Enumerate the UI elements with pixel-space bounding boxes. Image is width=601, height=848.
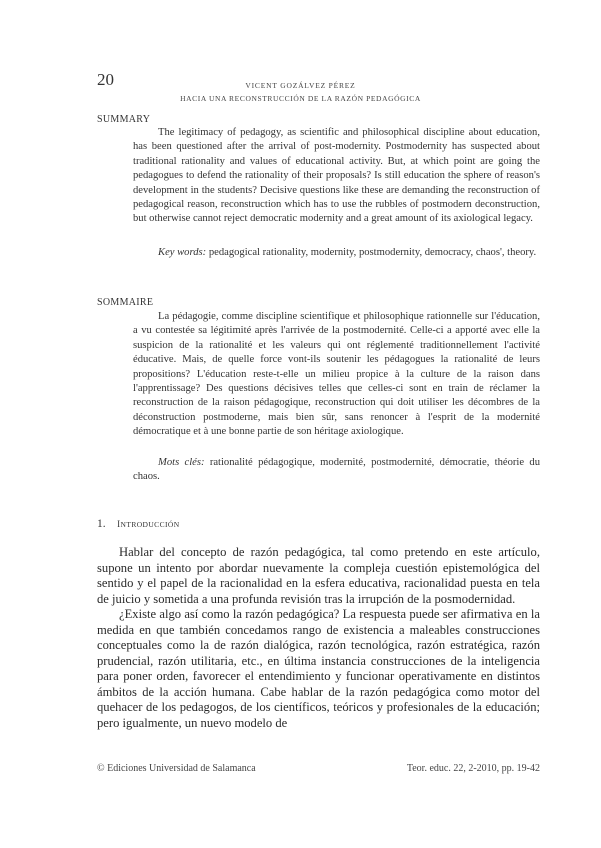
section-title: INTRODUCCIÓN bbox=[117, 519, 180, 529]
sommaire-keywords-text: rationalité pédagogique, modernité, postmodernité, démocratie, théorie du chaos. bbox=[133, 457, 540, 483]
sommaire-keywords bbox=[133, 456, 540, 485]
section-number: 1. bbox=[97, 518, 106, 530]
summary-keywords bbox=[133, 246, 540, 260]
summary-keywords-label: Key words: bbox=[158, 247, 207, 258]
page-number: 20 bbox=[97, 70, 114, 89]
sommaire-text: La pédagogie, comme discipline scientifique et philosophique rationnelle sur l'éducation, a vu contestée sa légitimité après l'arrivée de la postmodernité. Celle-ci a apporté avec elle la suspicion de la rationalité et les valeurs qui ont réglementé traditionnellement l'activité éducative. Mais, de quelle force vont-ils soutenir les pédagogues la rationalité de leurs propositions? L'éducation reste-t-elle un milieu propice à la culture de la raison dans l'apprentissage? Des questions décisives telles que celles-ci sont en train de réclamer la reconstruction de la raison pédagogique, reconstruction qui doit utiliser les décombres de la déconstruction postmoderne, mais bien sûr, sans renoncer à l'esprit de la modernité démocratique et à une bonne partie de son héritage axiologique. bbox=[133, 311, 540, 438]
summary-abstract bbox=[133, 126, 540, 227]
intro-body bbox=[97, 545, 540, 731]
intro-paragraph-1: Hablar del concepto de razón pedagógica, tal como pretendo en este artículo, supone un intento por abordar nuevamente la compleja cuestión epistemológica del sentido y el papel de la racionalidad en la esfera educativa, racionalidad puesta en tela de juicio y sometida a una profunda revisión tras la irrupción de la posmodernidad. bbox=[97, 545, 540, 606]
running-header-title: HACIA UNA RECONSTRUCCIÓN DE LA RAZÓN PEDAGÓGICA bbox=[180, 94, 421, 103]
summary-text: The legitimacy of pedagogy, as scientific and philosophical discipline about education, has been questioned after the arrival of post-modernity. Postmodernity has suspected about traditional rationality and values of educational activity. But, at which point are going the pedagogues to defend the rationality of their proposals? Is still education the sphere of reason's development in the students? Decisive questions like these are demanding the reconstruction of pedagogical reason, reconstruction which has to use the rubbles of postmodern deconstruction, but otherwise cannot reject democratic modernity and a great amount of its axiological legacy. bbox=[133, 127, 540, 225]
intro-paragraph-2: ¿Existe algo así como la razón pedagógica? La respuesta puede ser afirmativa en la medida en que también concedamos rango de existencia a maleables construcciones conceptuales como la de razón dialógica, razón tecnológica, razón estratégica, razón prudencial, razón utilitaria, etc., en última instancia construcciones de la inteligencia para poner orden, favorecer el entendimiento y funcionar operativamente en distintos ámbitos de la acción humana. Cabe hablar de la razón pedagógica como motor del quehacer de los pedagogos, de los científicos, teóricos y profesionales de la educación; pero igualmente, un nuevo modelo de bbox=[97, 607, 540, 730]
footer-citation: Teor. educ. 22, 2-2010, pp. 19-42 bbox=[406, 763, 540, 774]
section-heading bbox=[97, 518, 180, 530]
sommaire-keywords-label: Mots clés: bbox=[158, 457, 205, 468]
running-header-author: VICENT GOZÁLVEZ PÉREZ bbox=[245, 81, 356, 90]
sommaire-abstract bbox=[133, 310, 540, 440]
footer-publisher: © Ediciones Universidad de Salamanca bbox=[97, 763, 256, 774]
summary-heading: SUMMARY bbox=[97, 114, 151, 125]
sommaire-heading: SOMMAIRE bbox=[97, 297, 154, 308]
summary-keywords-text: pedagogical rationality, modernity, postmodernity, democracy, chaos', theory. bbox=[206, 247, 537, 258]
